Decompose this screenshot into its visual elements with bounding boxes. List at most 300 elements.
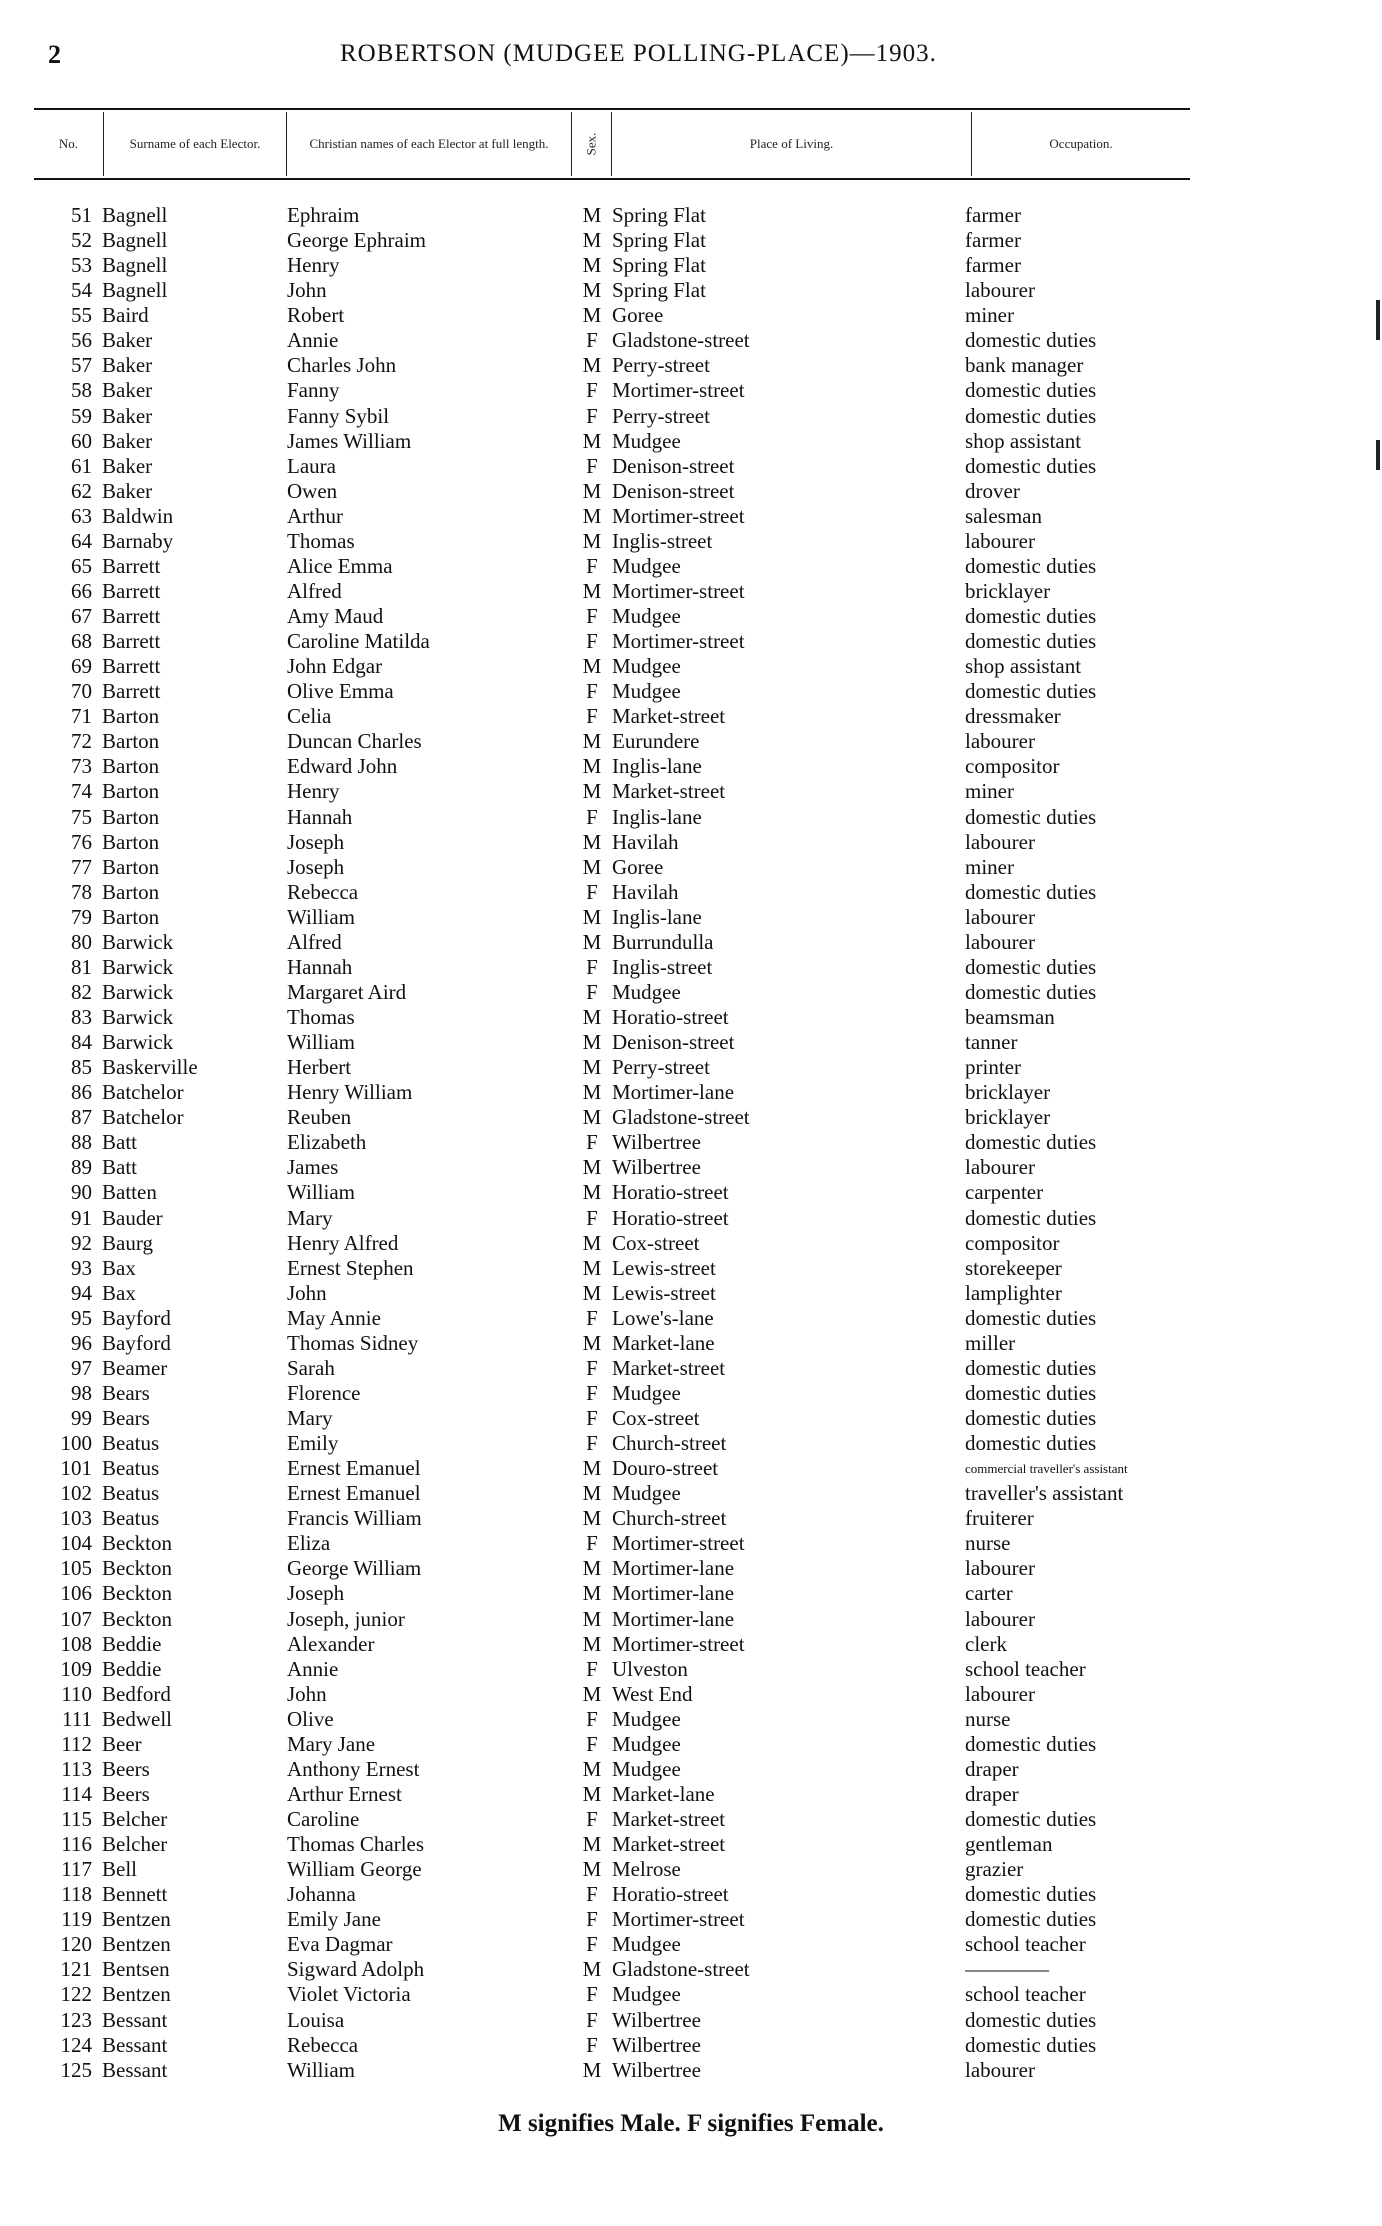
elector-number: 111 xyxy=(62,1706,92,1731)
elector-place: Church-street xyxy=(612,1506,727,1531)
elector-sex: M xyxy=(582,1330,602,1355)
elector-number: 86 xyxy=(71,1080,92,1105)
elector-number: 113 xyxy=(61,1756,92,1781)
elector-surname: Barrett xyxy=(102,553,161,578)
elector-occupation: domestic duties xyxy=(965,403,1097,428)
elector-occupation: farmer xyxy=(965,228,1021,253)
elector-place: Mudgee xyxy=(612,1932,681,1957)
elector-occupation: printer xyxy=(965,1055,1021,1080)
elector-occupation: domestic duties xyxy=(965,1380,1097,1405)
table-row xyxy=(34,1431,1190,1456)
elector-number: 115 xyxy=(61,1807,92,1831)
edge-mark xyxy=(1376,300,1380,340)
elector-surname: Beddie xyxy=(102,1656,162,1681)
elector-christian-names: Henry xyxy=(287,779,340,804)
table-row xyxy=(34,679,1190,704)
table-row xyxy=(34,1206,1190,1231)
elector-surname: Bedwell xyxy=(102,1706,172,1731)
elector-surname: Baker xyxy=(102,478,153,503)
elector-sex: M xyxy=(582,503,602,528)
elector-occupation: labourer xyxy=(965,528,1035,553)
elector-number: 77 xyxy=(71,854,92,879)
elector-christian-names: Celia xyxy=(287,704,332,729)
elector-christian-names: Henry xyxy=(287,253,340,278)
elector-christian-names: George William xyxy=(287,1556,422,1581)
elector-place: Mudgee xyxy=(612,1380,681,1405)
elector-number: 74 xyxy=(71,779,92,804)
elector-sex: M xyxy=(582,1230,602,1255)
elector-occupation: dressmaker xyxy=(965,704,1061,729)
elector-sex: M xyxy=(582,1005,602,1029)
elector-sex: F xyxy=(586,1882,598,1907)
elector-christian-names: Alice Emma xyxy=(287,553,393,578)
elector-occupation: domestic duties xyxy=(965,1305,1097,1330)
elector-number: 55 xyxy=(71,303,92,328)
elector-sex: M xyxy=(582,904,602,929)
elector-place: Mortimer-lane xyxy=(612,1080,735,1105)
table-row xyxy=(34,1857,1190,1882)
elector-sex: F xyxy=(586,954,598,979)
elector-occupation: miner xyxy=(965,779,1014,804)
elector-occupation: domestic duties xyxy=(965,1907,1097,1932)
elector-christian-names: Robert xyxy=(287,303,345,328)
elector-occupation: domestic duties xyxy=(965,1731,1097,1756)
elector-sex: F xyxy=(586,453,598,478)
elector-sex: M xyxy=(582,1781,602,1806)
elector-sex: F xyxy=(586,1305,598,1330)
elector-place: Goree xyxy=(612,303,664,328)
elector-sex: F xyxy=(586,1982,598,2007)
table-row xyxy=(34,504,1190,529)
elector-occupation: school teacher xyxy=(965,1982,1086,2007)
elector-occupation: labourer xyxy=(965,904,1035,929)
table-row xyxy=(34,955,1190,980)
elector-number: 75 xyxy=(71,804,92,829)
table-row xyxy=(34,1155,1190,1180)
column-header-occupation: Occupation. xyxy=(1049,136,1113,151)
elector-occupation: clerk xyxy=(965,1631,1007,1656)
elector-occupation: domestic duties xyxy=(965,2032,1097,2057)
elector-christian-names: Alfred xyxy=(287,578,342,603)
elector-place: Goree xyxy=(612,854,664,879)
elector-occupation: domestic duties xyxy=(965,328,1097,353)
elector-christian-names: Sarah xyxy=(287,1355,335,1380)
elector-place: Market-street xyxy=(612,704,726,729)
elector-christian-names: Mary Jane xyxy=(287,1731,376,1756)
elector-occupation: lamplighter xyxy=(965,1280,1062,1305)
elector-number: 119 xyxy=(61,1907,92,1932)
elector-number: 87 xyxy=(71,1105,92,1130)
elector-place: Gladstone-street xyxy=(612,328,750,353)
elector-christian-names: William xyxy=(287,904,355,929)
table-row xyxy=(34,604,1190,629)
elector-surname: Barrett xyxy=(102,654,161,679)
elector-christian-names: Mary xyxy=(287,1406,333,1430)
elector-christian-names: Fanny Sybil xyxy=(287,403,390,428)
elector-number: 67 xyxy=(71,604,92,628)
elector-number: 116 xyxy=(61,1832,92,1857)
elector-surname: Bauder xyxy=(102,1205,163,1230)
elector-occupation: draper xyxy=(965,1756,1019,1781)
elector-surname: Barrett xyxy=(102,578,161,603)
elector-christian-names: Eliza xyxy=(287,1531,331,1556)
table-row xyxy=(34,1080,1190,1105)
elector-number: 68 xyxy=(71,629,92,654)
table-row xyxy=(34,303,1190,328)
elector-occupation: miner xyxy=(965,303,1014,328)
elector-christian-names: Annie xyxy=(287,1656,339,1681)
elector-place: Mudgee xyxy=(612,1756,681,1781)
elector-christian-names: John xyxy=(287,1280,327,1305)
elector-occupation: farmer xyxy=(965,253,1021,278)
header-top-rule xyxy=(34,108,1190,110)
elector-number: 95 xyxy=(71,1305,92,1330)
elector-christian-names: Annie xyxy=(287,328,339,353)
elector-number: 107 xyxy=(60,1606,92,1631)
elector-number: 101 xyxy=(60,1456,92,1481)
elector-christian-names: Rebecca xyxy=(287,879,359,904)
elector-number: 81 xyxy=(71,954,92,979)
elector-surname: Beatus xyxy=(102,1431,160,1456)
elector-sex: M xyxy=(582,1756,602,1781)
elector-christian-names: Joseph xyxy=(287,829,345,854)
table-row xyxy=(34,278,1190,303)
elector-sex: F xyxy=(586,328,598,353)
elector-place: Lewis-street xyxy=(612,1255,716,1280)
elector-sex: M xyxy=(582,729,602,754)
elector-surname: Bears xyxy=(102,1406,150,1430)
table-row xyxy=(34,1130,1190,1155)
table-row xyxy=(34,1356,1190,1381)
table-row xyxy=(34,1732,1190,1757)
elector-number: 97 xyxy=(71,1355,92,1380)
table-row xyxy=(34,880,1190,905)
table-row xyxy=(34,579,1190,604)
elector-surname: Barrett xyxy=(102,604,161,628)
table-row xyxy=(34,1231,1190,1256)
elector-place: Mudgee xyxy=(612,1982,681,2007)
elector-sex: M xyxy=(582,1180,602,1205)
elector-occupation: labourer xyxy=(965,929,1035,954)
elector-christian-names: Emily Jane xyxy=(287,1907,381,1932)
elector-surname: Baird xyxy=(102,303,149,328)
elector-surname: Barwick xyxy=(102,1005,174,1029)
elector-occupation: school teacher xyxy=(965,1656,1086,1681)
elector-surname: Barrett xyxy=(102,679,161,704)
elector-sex: M xyxy=(582,1556,602,1581)
elector-place: Mudgee xyxy=(612,979,681,1004)
elector-occupation: domestic duties xyxy=(965,378,1097,403)
table-row xyxy=(34,429,1190,454)
elector-number: 121 xyxy=(60,1957,92,1982)
elector-occupation: labourer xyxy=(965,2057,1035,2082)
elector-number: 83 xyxy=(71,1005,92,1029)
elector-number: 66 xyxy=(71,578,92,603)
elector-number: 58 xyxy=(71,378,92,403)
elector-christian-names: Ernest Stephen xyxy=(287,1255,414,1280)
elector-occupation: domestic duties xyxy=(965,979,1097,1004)
table-row xyxy=(34,1306,1190,1331)
elector-number: 53 xyxy=(71,253,92,278)
elector-sex: F xyxy=(586,2007,598,2032)
elector-place: Eurundere xyxy=(612,729,700,754)
elector-number: 80 xyxy=(71,929,92,954)
elector-place: Market-lane xyxy=(612,1781,715,1806)
elector-number: 98 xyxy=(71,1380,92,1405)
elector-christian-names: Olive Emma xyxy=(287,679,394,704)
elector-christian-names: Edward John xyxy=(287,754,398,779)
table-row xyxy=(34,1055,1190,1080)
elector-place: Ulveston xyxy=(612,1656,688,1681)
elector-christian-names: Rebecca xyxy=(287,2032,359,2057)
elector-number: 60 xyxy=(71,428,92,453)
elector-occupation: bricklayer xyxy=(965,1105,1051,1130)
elector-christian-names: John xyxy=(287,278,327,303)
elector-number: 78 xyxy=(71,879,92,904)
elector-place: Denison-street xyxy=(612,453,735,478)
elector-christian-names: Emily xyxy=(287,1431,339,1456)
table-row xyxy=(34,1481,1190,1506)
elector-sex: M xyxy=(582,1606,602,1631)
elector-place: Mudgee xyxy=(612,1731,681,1756)
elector-occupation: ———— xyxy=(965,1957,1049,1982)
elector-sex: M xyxy=(582,779,602,804)
table-row xyxy=(34,253,1190,278)
elector-christian-names: John xyxy=(287,1681,327,1706)
elector-surname: Baker xyxy=(102,328,153,353)
elector-surname: Barnaby xyxy=(102,528,174,553)
elector-place: Mortimer-street xyxy=(612,378,745,403)
table-row xyxy=(34,1932,1190,1957)
elector-surname: Barwick xyxy=(102,1030,174,1055)
elector-place: Cox-street xyxy=(612,1230,700,1255)
elector-surname: Baker xyxy=(102,428,153,453)
elector-surname: Bessant xyxy=(102,2032,168,2057)
elector-place: Mudgee xyxy=(612,553,681,578)
elector-sex: M xyxy=(582,1581,602,1606)
elector-place: Mortimer-street xyxy=(612,1531,745,1556)
elector-sex: F xyxy=(586,1907,598,1932)
elector-occupation: domestic duties xyxy=(965,679,1097,704)
table-row xyxy=(34,1030,1190,1055)
elector-number: 123 xyxy=(60,2007,92,2032)
elector-occupation: labourer xyxy=(965,1155,1035,1180)
elector-place: Horatio-street xyxy=(612,1005,729,1029)
elector-surname: Batchelor xyxy=(102,1105,184,1130)
elector-place: Mortimer-lane xyxy=(612,1606,735,1631)
elector-surname: Belcher xyxy=(102,1832,168,1857)
edge-mark xyxy=(1376,440,1380,470)
elector-number: 62 xyxy=(71,478,92,503)
column-header-sex xyxy=(572,112,612,176)
elector-surname: Barton xyxy=(102,754,160,779)
table-row xyxy=(34,1757,1190,1782)
elector-number: 76 xyxy=(71,829,92,854)
table-row xyxy=(34,2033,1190,2058)
table-row xyxy=(34,1682,1190,1707)
elector-christian-names: Elizabeth xyxy=(287,1130,367,1155)
elector-place: Mudgee xyxy=(612,1706,681,1731)
elector-sex: F xyxy=(586,1932,598,1957)
elector-surname: Barwick xyxy=(102,929,174,954)
elector-surname: Bessant xyxy=(102,2057,168,2082)
elector-number: 79 xyxy=(71,904,92,929)
elector-place: Horatio-street xyxy=(612,1205,729,1230)
elector-place: Wilbertree xyxy=(612,2007,701,2032)
table-row xyxy=(34,479,1190,504)
elector-surname: Bentsen xyxy=(102,1957,170,1982)
elector-surname: Bax xyxy=(102,1280,136,1305)
elector-sex: M xyxy=(582,1030,602,1055)
elector-sex: M xyxy=(582,353,602,378)
elector-place: Horatio-street xyxy=(612,1882,729,1907)
elector-sex: F xyxy=(586,1431,598,1456)
elector-surname: Bessant xyxy=(102,2007,168,2032)
elector-place: Melrose xyxy=(612,1857,681,1882)
elector-christian-names: Owen xyxy=(287,478,338,503)
elector-sex: M xyxy=(582,428,602,453)
table-row xyxy=(34,704,1190,729)
elector-number: 92 xyxy=(71,1230,92,1255)
elector-christian-names: William xyxy=(287,1180,355,1205)
elector-number: 84 xyxy=(71,1030,92,1055)
table-row xyxy=(34,1381,1190,1406)
elector-number: 85 xyxy=(71,1055,92,1080)
elector-surname: Baker xyxy=(102,378,153,403)
elector-occupation: domestic duties xyxy=(965,1882,1097,1907)
elector-sex: M xyxy=(582,1857,602,1882)
elector-christian-names: Fanny xyxy=(287,378,340,403)
elector-place: Inglis-street xyxy=(612,528,713,553)
table-row xyxy=(34,1331,1190,1356)
elector-sex: F xyxy=(586,979,598,1004)
elector-sex: M xyxy=(582,1481,602,1506)
elector-surname: Bedford xyxy=(102,1681,171,1706)
elector-occupation: nurse xyxy=(965,1531,1011,1556)
elector-place: Inglis-lane xyxy=(612,804,702,829)
elector-place: Gladstone-street xyxy=(612,1105,750,1130)
elector-occupation: beamsman xyxy=(965,1005,1055,1029)
table-row xyxy=(34,905,1190,930)
elector-occupation: domestic duties xyxy=(965,954,1097,979)
elector-surname: Barton xyxy=(102,904,160,929)
elector-christian-names: Margaret Aird xyxy=(287,979,407,1004)
table-row xyxy=(34,2008,1190,2033)
elector-number: 110 xyxy=(61,1681,92,1706)
elector-occupation: fruiterer xyxy=(965,1506,1034,1531)
elector-surname: Baker xyxy=(102,453,153,478)
elector-place: Inglis-street xyxy=(612,954,713,979)
table-row xyxy=(34,1506,1190,1531)
elector-place: Mortimer-street xyxy=(612,1631,745,1656)
elector-sex: M xyxy=(582,1832,602,1857)
elector-place: Mudgee xyxy=(612,604,681,628)
table-row xyxy=(34,830,1190,855)
elector-christian-names: Arthur Ernest xyxy=(287,1781,402,1806)
elector-surname: Beers xyxy=(102,1756,150,1781)
page-number: 2 xyxy=(48,40,61,69)
elector-occupation: domestic duties xyxy=(965,879,1097,904)
electors-list xyxy=(34,203,1190,2083)
elector-occupation: draper xyxy=(965,1781,1019,1806)
elector-place: Mudgee xyxy=(612,428,681,453)
elector-place: Douro-street xyxy=(612,1456,719,1481)
elector-place: Inglis-lane xyxy=(612,904,702,929)
elector-surname: Bagnell xyxy=(102,278,168,303)
elector-sex: F xyxy=(586,879,598,904)
elector-surname: Bentzen xyxy=(102,1982,171,2007)
elector-christian-names: Joseph, junior xyxy=(287,1606,405,1631)
elector-number: 120 xyxy=(60,1932,92,1957)
elector-occupation: school teacher xyxy=(965,1932,1086,1957)
elector-place: Perry-street xyxy=(612,353,710,378)
elector-number: 71 xyxy=(71,704,92,729)
elector-occupation: domestic duties xyxy=(965,804,1097,829)
elector-occupation: domestic duties xyxy=(965,1205,1097,1230)
elector-occupation: domestic duties xyxy=(965,1807,1097,1831)
column-header-no: No. xyxy=(34,112,104,176)
elector-christian-names: Thomas Sidney xyxy=(287,1330,419,1355)
elector-place: Wilbertree xyxy=(612,1155,701,1180)
elector-christian-names: Ephraim xyxy=(287,203,360,227)
elector-sex: F xyxy=(586,1807,598,1831)
footer-note: M signifies Male. F signifies Female. xyxy=(498,2110,884,2137)
elector-sex: F xyxy=(586,679,598,704)
elector-number: 57 xyxy=(71,353,92,378)
elector-sex: M xyxy=(582,528,602,553)
elector-place: Wilbertree xyxy=(612,2057,701,2082)
elector-surname: Baldwin xyxy=(102,503,174,528)
elector-occupation: farmer xyxy=(965,203,1021,227)
elector-occupation: bank manager xyxy=(965,353,1084,378)
elector-christian-names: Hannah xyxy=(287,954,353,979)
elector-surname: Barrett xyxy=(102,629,161,654)
elector-sex: M xyxy=(582,1280,602,1305)
elector-sex: F xyxy=(586,403,598,428)
elector-number: 106 xyxy=(60,1581,92,1606)
elector-surname: Bagnell xyxy=(102,228,168,253)
elector-occupation: domestic duties xyxy=(965,1130,1097,1155)
elector-christian-names: Amy Maud xyxy=(287,604,384,628)
elector-surname: Barton xyxy=(102,879,160,904)
table-row xyxy=(34,1782,1190,1807)
elector-sex: M xyxy=(582,278,602,303)
elector-surname: Beckton xyxy=(102,1606,172,1631)
elector-occupation: grazier xyxy=(965,1857,1024,1882)
elector-sex: F xyxy=(586,1706,598,1731)
elector-christian-names: Violet Victoria xyxy=(287,1982,411,2007)
table-row xyxy=(34,1281,1190,1306)
elector-number: 73 xyxy=(71,754,92,779)
elector-surname: Barton xyxy=(102,779,160,804)
elector-christian-names: Thomas xyxy=(287,1005,355,1029)
elector-surname: Bax xyxy=(102,1255,136,1280)
elector-surname: Barton xyxy=(102,704,160,729)
elector-number: 90 xyxy=(71,1180,92,1205)
elector-surname: Beckton xyxy=(102,1556,172,1581)
elector-occupation: labourer xyxy=(965,1556,1035,1581)
elector-sex: M xyxy=(582,1105,602,1130)
table-row xyxy=(34,654,1190,679)
elector-place: Inglis-lane xyxy=(612,754,702,779)
elector-christian-names: Olive xyxy=(287,1706,334,1731)
elector-sex: M xyxy=(582,478,602,503)
elector-surname: Beatus xyxy=(102,1456,160,1481)
elector-place: Mortimer-lane xyxy=(612,1581,735,1606)
elector-surname: Barton xyxy=(102,729,160,754)
elector-number: 108 xyxy=(60,1631,92,1656)
elector-surname: Beamer xyxy=(102,1355,168,1380)
